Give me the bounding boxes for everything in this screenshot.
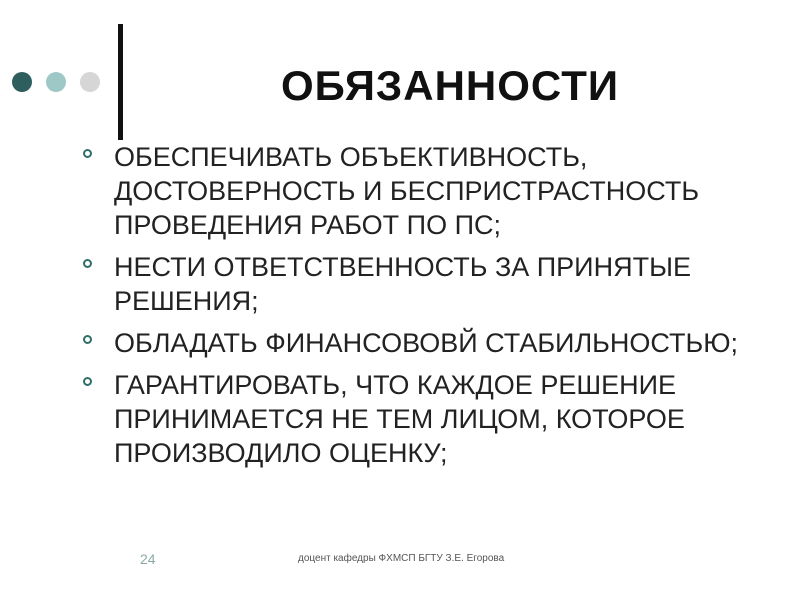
decorative-dot-gray bbox=[80, 72, 100, 92]
page-number: 24 bbox=[140, 551, 156, 567]
bullet-item bbox=[80, 368, 760, 470]
bullet-item bbox=[80, 140, 760, 242]
decorative-dot-dark bbox=[12, 72, 32, 92]
bullet-list bbox=[80, 140, 760, 478]
title-divider-line bbox=[118, 24, 123, 140]
decorative-dot-teal bbox=[46, 72, 66, 92]
bullet-text: ГАРАНТИРОВАТЬ, ЧТО КАЖДОЕ РЕШЕНИЕ ПРИНИМАЕТСЯ НЕ ТЕМ ЛИЦОМ, КОТОРОЕ ПРОИЗВОДИЛО ОЦЕНКУ; bbox=[114, 370, 685, 468]
hollow-circle-bullet-icon bbox=[83, 149, 92, 158]
bullet-item bbox=[80, 250, 760, 318]
hollow-circle-bullet-icon bbox=[83, 377, 92, 386]
bullet-text: ОБЛАДАТЬ ФИНАНСОВОВЙ СТАБИЛЬНОСТЬЮ; bbox=[114, 328, 738, 358]
footer-author: доцент кафедры ФХМСП БГТУ З.Е. Егорова bbox=[298, 553, 505, 564]
hollow-circle-bullet-icon bbox=[83, 259, 92, 268]
hollow-circle-bullet-icon bbox=[83, 335, 92, 344]
bullet-item bbox=[80, 326, 760, 360]
bullet-text: НЕСТИ ОТВЕТСТВЕННОСТЬ ЗА ПРИНЯТЫЕ РЕШЕНИЯ; bbox=[114, 252, 691, 316]
slide-title: ОБЯЗАННОСТИ bbox=[280, 62, 620, 109]
bullet-text: ОБЕСПЕЧИВАТЬ ОБЪЕКТИВНОСТЬ, ДОСТОВЕРНОСТЬ И БЕСПРИСТРАСТНОСТЬ ПРОВЕДЕНИЯ РАБОТ ПО ПС; bbox=[114, 142, 700, 240]
